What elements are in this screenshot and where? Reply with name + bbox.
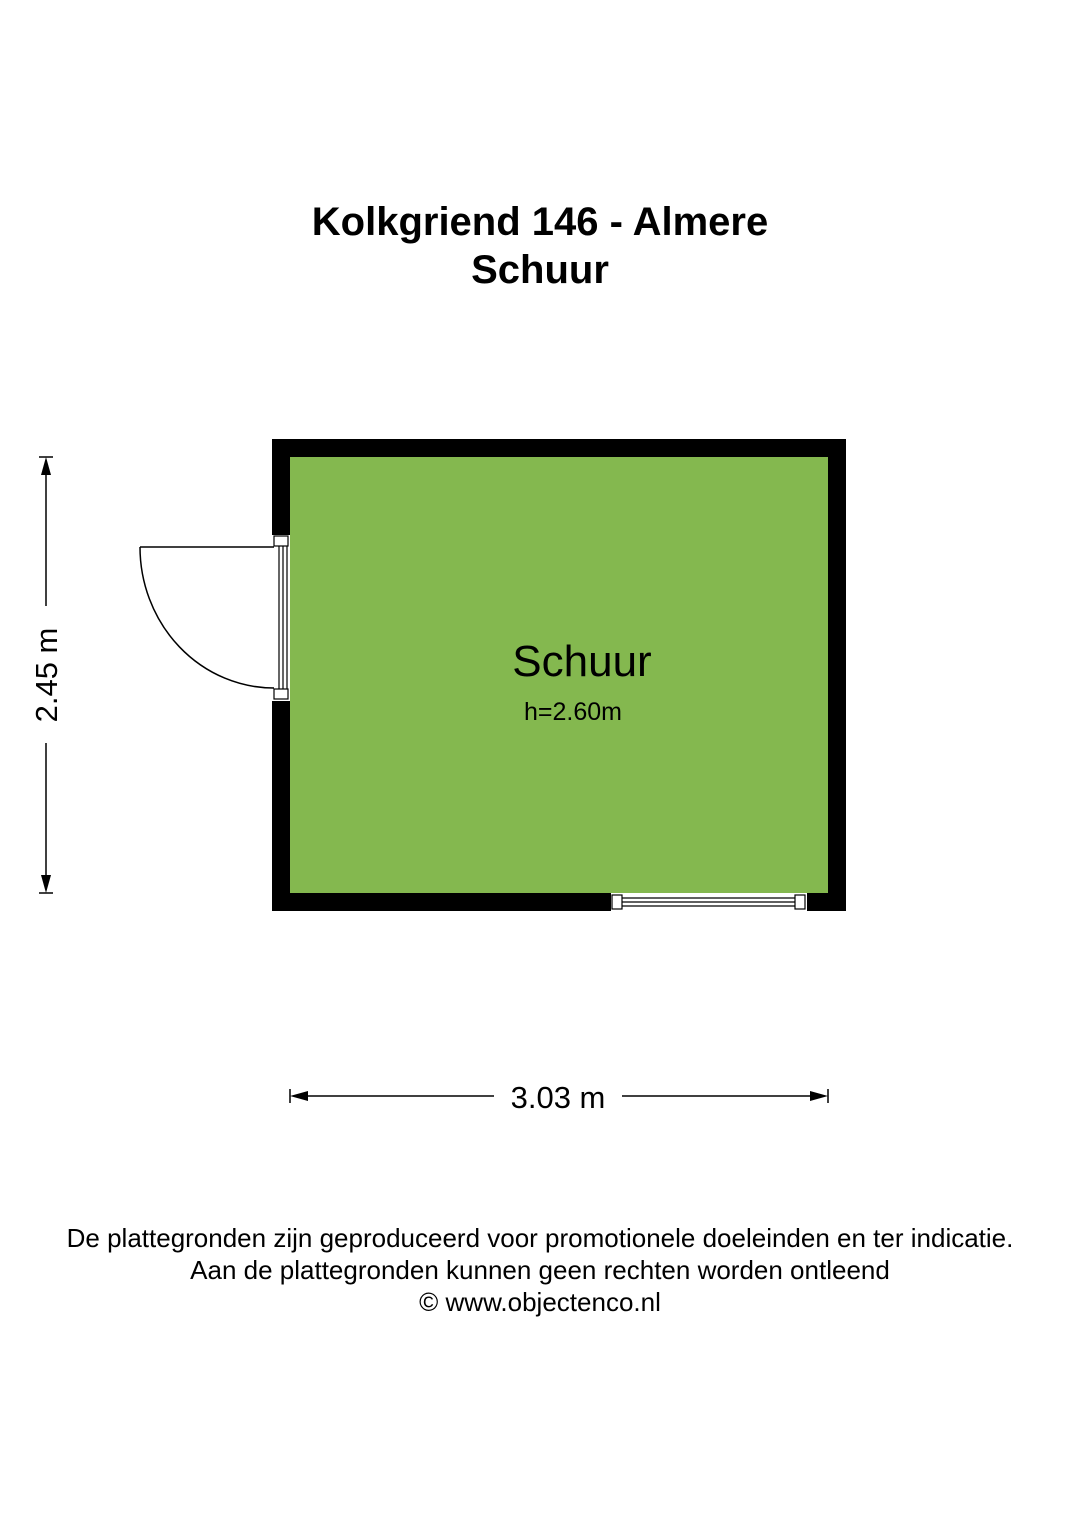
copyright-link[interactable]: © www.objectenco.nl [419,1287,661,1317]
depth-dimension-label: 2.45 m [29,627,64,723]
width-dimension-label: 3.03 m [510,1080,606,1115]
address-title: Kolkgriend 146 - Almere [311,200,769,244]
door-swing-arc [140,547,274,688]
window-frame-right [795,895,805,909]
door-frame-top [274,536,288,546]
door-frame-bottom [274,689,288,699]
room-height-label: h=2.60m [524,698,622,726]
disclaimer [0,1222,1080,1318]
floor-title: Schuur [471,248,609,292]
disclaimer-line: Aan de plattegronden kunnen geen rechten worden ontleend [190,1255,890,1285]
room-name-label: Schuur [512,637,652,686]
disclaimer-line: De plattegronden zijn geproduceerd voor promotionele doeleinden en ter indicatie. [66,1223,1014,1253]
window-frame-left [612,895,622,909]
